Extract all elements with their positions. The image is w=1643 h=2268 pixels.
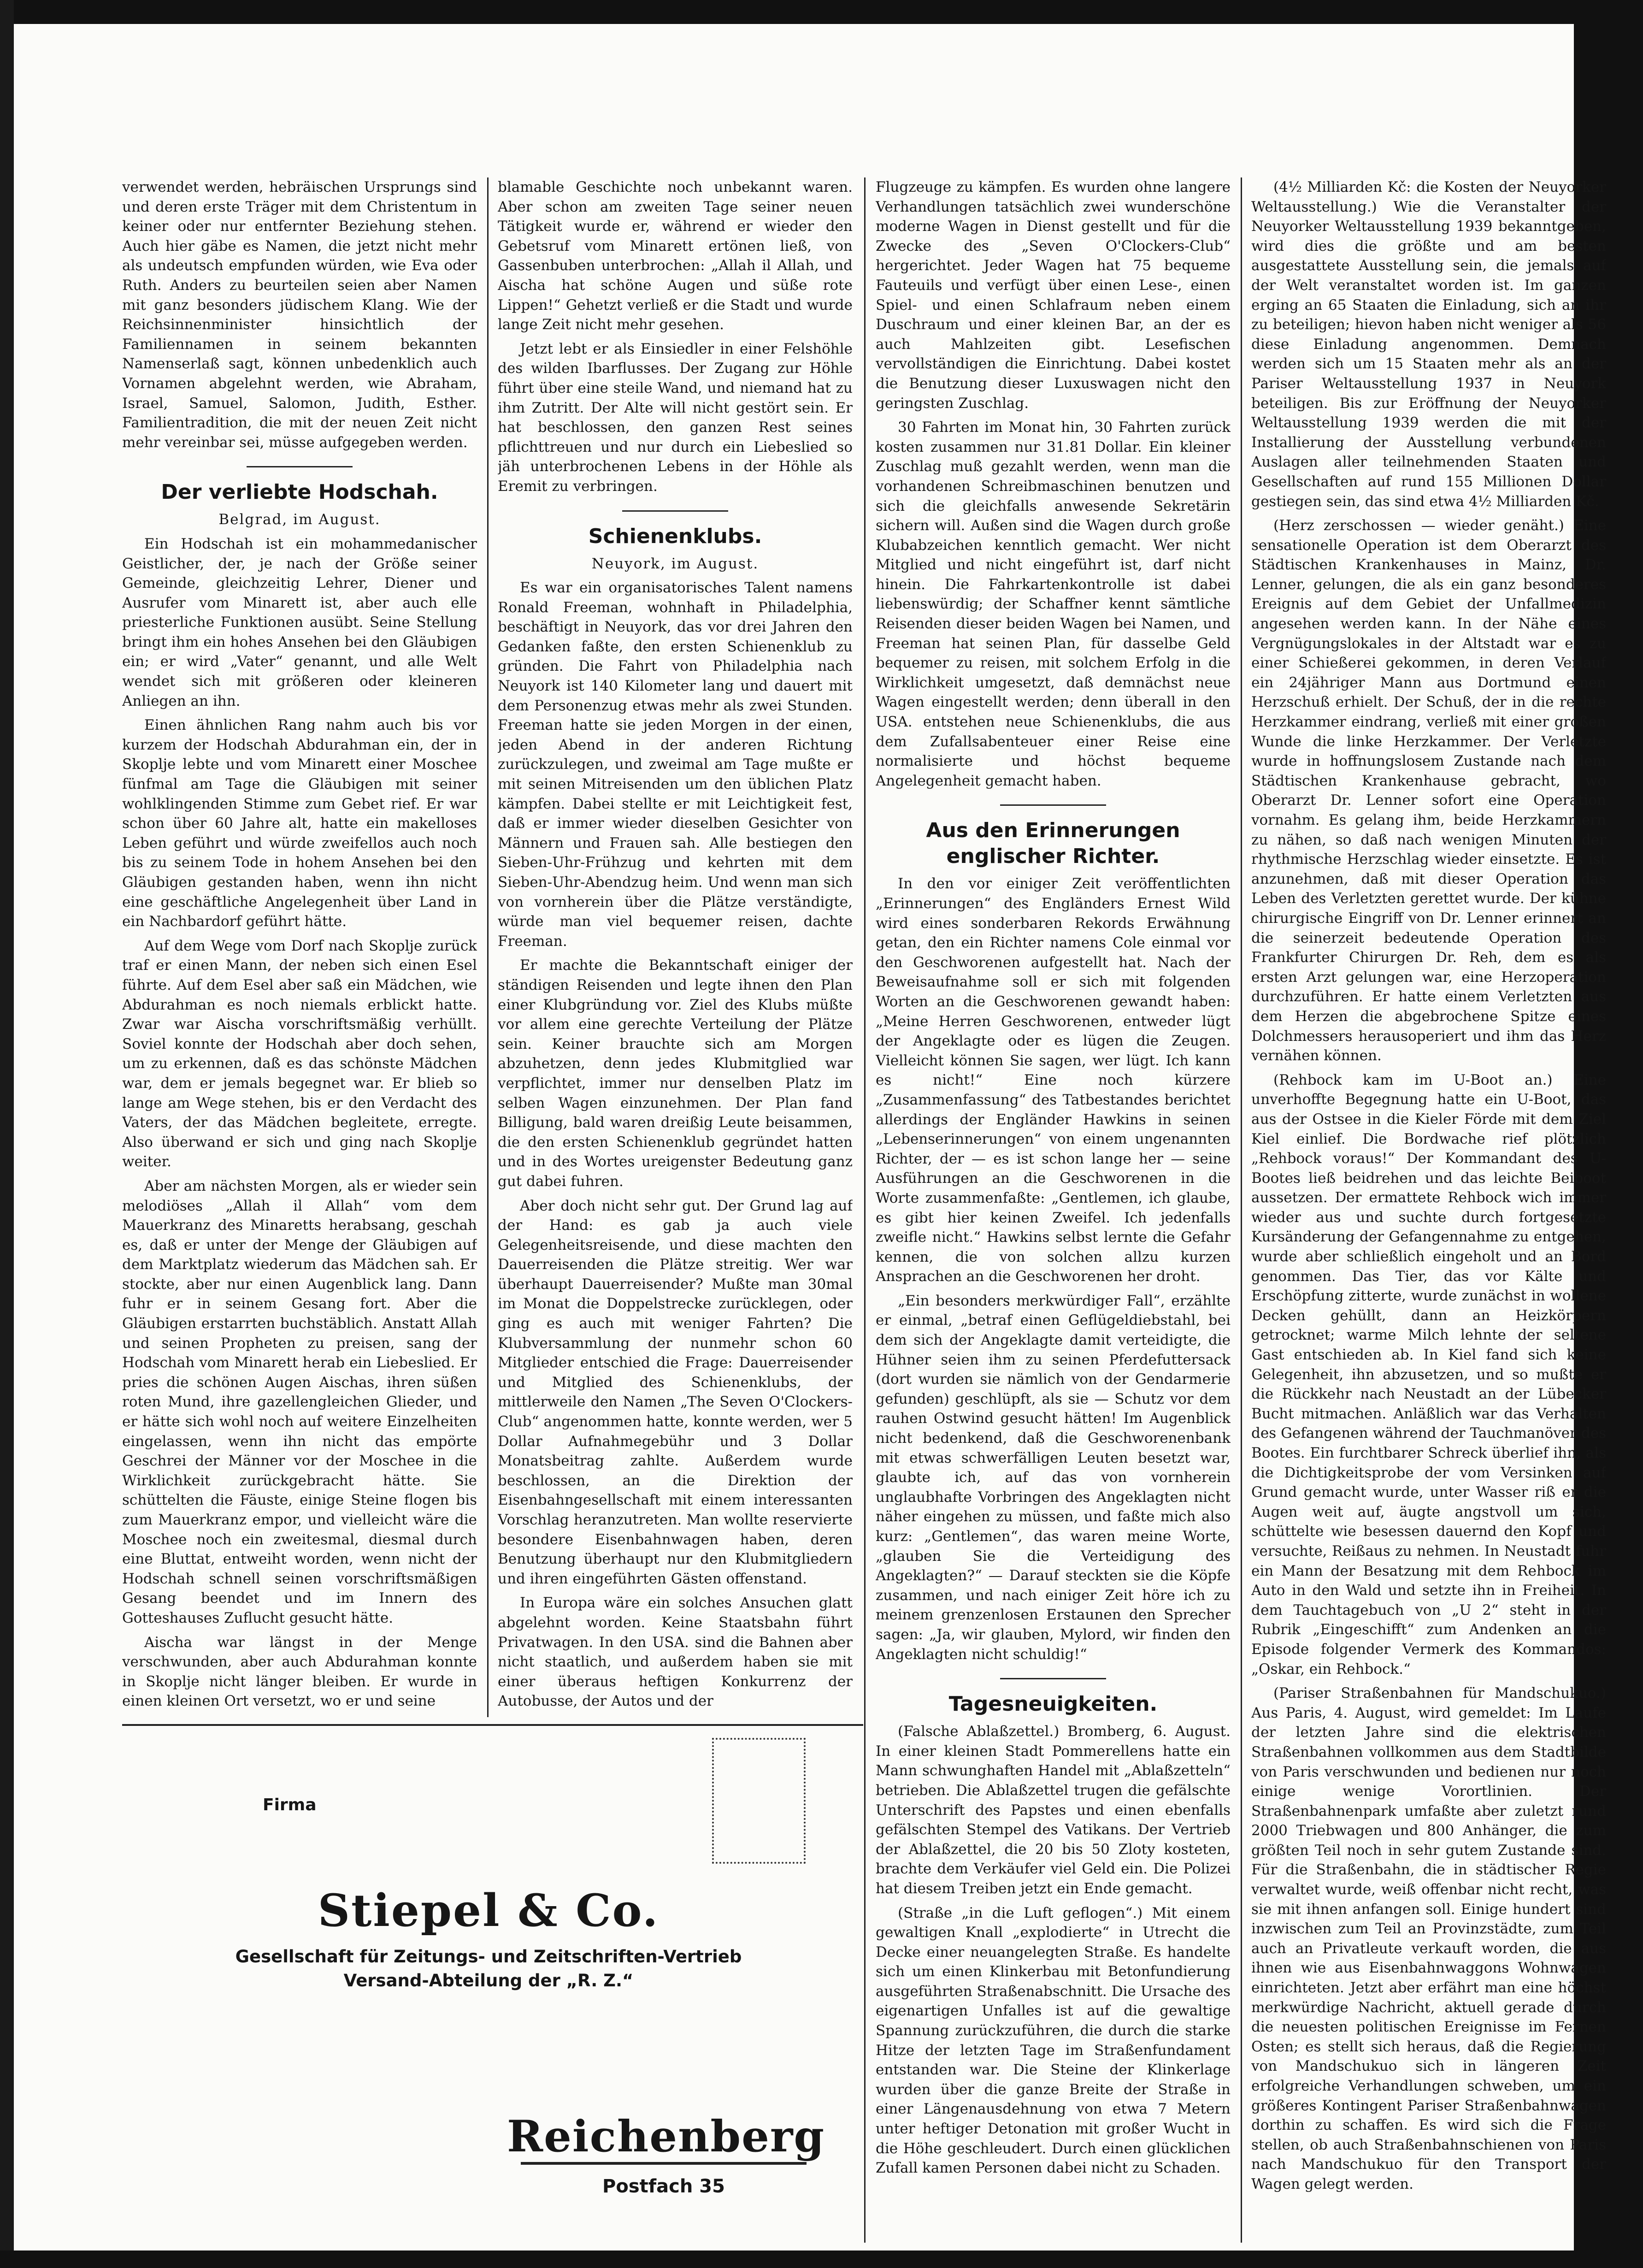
article-paragraph: blamable Geschichte noch unbekannt waren. Aber schon am zweiten Tage seiner neuen Tätigkeit wurde er, während er wieder den Gebetsruf vom Minarett ertönen ließ, von Gassenbuben unterbrochen: „Allah il Allah, und Aischa hat schöne Augen und süße rote Lippen!“ Gehetzt verließ er die Stadt und wurde lange Zeit nicht mehr gesehen. (498, 179, 853, 333)
article-paragraph: Er machte die Bekanntschaft einiger der ständigen Reisenden und legte ihnen den Plan einer Klubgründung vor. Ziel des Klubs müßte vor allem eine gerechte Verteilung der Plätze sein. Keiner brauchte sich am Morgen abzuhetzen, denn jedes Klubmitglied war verpflichtet, immer nur denselben Platz im selben Wagen einzunehmen. Der Plan fand Billigung, bald waren dreißig Leute beisammen, die den ersten Schienenklub gegründet hatten und in des Wortes ureigenster Bedeutung ganz gut dabei fuhren. (498, 957, 853, 1190)
ad-company-description: Gesellschaft für Zeitungs- und Zeitschriften-Vertrieb (235, 1947, 742, 1967)
news-item: (Herz zerschossen — wieder genäht.) Eine sensationelle Operation ist dem Oberarzt des Städtischen Krankenhauses in Mainz, Dr. Lenner, gelungen, die als ein ganz besonderes Ereignis auf dem Gebiet der Unfallmedizin angesehen werden kann. In der Nähe eines Vergnügungslokales in der Altstadt war es zu einer Schießerei gekommen, in deren Verlauf ein 24jähriger Mann aus Dortmund einen Herzschuß erhielt. Der Schuß, der in die rechte Herzkammer eindrang, verließ mit einer großen Wunde die linke Herzkammer. Der Verletzte wurde in hoffnungslosem Zustande nach dem Städtischen Krankenhause gebracht, wo Oberarzt Dr. Lenner sofort eine Operation vornahm. Es gelang ihm, beide Herzkammern zu nähen, so daß nach wenigen Minuten der rhythmische Herzschlag wieder einsetzte. Es ist anzunehmen, daß mit dieser Operation das Leben des Verletzten gerettet wurde. Der kühne chirurgische Eingriff von Dr. Lenner erinnert an die seinerzeit bedeutende Operation des Frankfurter Chirurgen Dr. Reh, dem es als ersten Arzt gelungen war, eine Herzoperation durchzuführen. Er hatte einem Verletzten aus dem Herzen die abgebrochene Spitze eines Dolchmessers herausoperiert und ihm das Herz vernähen können. (1251, 517, 1606, 1064)
news-item: (Pariser Straßenbahnen für Mandschukuo.) Aus Paris, 4. August, wird gemeldet: Im Laufe der letzten Jahre sind die elektrischen Straßenbahnen vollkommen aus dem Stadtbilde von Paris verschwunden und bedienen nur noch einige wenige Vorortlinien. Der Straßenbahnenpark umfaßte aber zuletzt rund 2000 Triebwagen und 800 Anhänger, die zum größten Teil noch in sehr gutem Zustande sind. Für die Straßenbahn, die in städtischer Regie verwaltet wurde, weiß offenbar nicht recht, was sie mit ihnen anfangen soll. Einige hundert sind inzwischen zum Teil an Provinzstädte, zum Teil auch an Privatleute verkauft worden, die aus ihnen wie aus Eisenbahnwaggons Wohnwagen einrichteten. Jetzt aber erfährt man eine höchst merkwürdige Nachricht, aktuell gerade durch die neuesten politischen Ereignisse im Fernen Osten; es stellt sich heraus, daß die Regierung von Mandschukuo sich in längeren Zeit erfolgreiche Verhandlungen schweben, um ein größeres Kontingent Pariser Straßenbahnwagen dorthin zu schaffen. Es wird sich die Frage stellen, ob auch Straßenbahnschienen von Paris nach Mandschukuo für den Transport der Wagen gelegt werden. (1251, 1685, 1606, 2192)
article-dateline: Neuyork, im August. (591, 555, 759, 572)
article-paragraph: Es war ein organisatorisches Talent namens Ronald Freeman, wohnhaft in Philadelphia, beschäftigt in Neuyork, das vor drei Jahren den Gedanken faßte, den ersten Schienenklub zu gründen. Die Fahrt von Philadelphia nach Neuyork ist 140 Kilometer lang und dauert mit dem Personenzug etwas mehr als zwei Stunden. Freeman hatte sie jeden Morgen in der einen, jeden Abend in der anderen Richtung zurückzulegen, und zweimal am Tage mußte er mit seinen Mitreisenden um den üblichen Platz kämpfen. Dabei stellte er mit Leichtigkeit fest, daß er immer wieder dieselben Gesichter von Männern und Frauen sah. Alle bestiegen den Sieben-Uhr-Frühzug und kehrten mit dem Sieben-Uhr-Abendzug heim. Und wenn man sich von vornherein über die Plätze verständigte, würde man viel bequemer reisen, dachte Freeman. (498, 579, 853, 950)
article-paragraph: In Europa wäre ein solches Ansuchen glatt abgelehnt worden. Keine Staatsbahn führt Privatwagen. In den USA. sind die Bahnen aber nicht staatlich, und außerdem haben sie mit einer überaus heftigen Konkurrenz der Autobusse, der Autos und der (498, 1595, 853, 1710)
column-2 (498, 177, 853, 1717)
article-paragraph: Einen ähnlichen Rang nahm auch bis vor kurzem der Hodschah Abdurahman ein, der in Skoplje lebte und vom Minarett einer Moschee fünfmal am Tage die Gläubigen mit seiner wohlklingenden Stimme zum Gebet rief. Er war schon über 60 Jahre alt, hatte ein makelloses Leben geführt und würde zweifellos auch noch bis zu seinem Tode in hohem Ansehen bei den Gläubigen gestanden haben, wenn ihn nicht eine geschäftliche Angelegenheit über Land in ein Nachbardorf geführt hätte. (122, 717, 477, 930)
scan-border-top (0, 0, 1643, 24)
article-separator (247, 466, 353, 467)
article-paragraph: Aber am nächsten Morgen, als er wieder sein melodiöses „Allah il Allah“ vom dem Mauerkranz des Minaretts herabsang, geschah es, daß er unter der Menge der Gläubigen auf dem Marktplatz wiederum das Mädchen sah. Er stockte, aber nur einen Augenblick lang. Dann fuhr er in seinem Gesang fort. Aber die Gläubigen erstarrten buchstäblich. Anstatt Allah und seinen Propheten zu preisen, sang der Hodschah vom Minarett herab ein Liebeslied. Er pries die schönen Augen Aischas, ihren süßen roten Mund, ihre gazellengleichen Glieder, und er hätte sich wohl noch auf weitere Einzelheiten eingelassen, wenn ihn nicht das empörte Geschrei der Männer vor der Moschee in die Wirklichkeit zurückgebracht hätte. Sie schüttelten die Fäuste, einige Steine flogen bis zum Mauerkranz empor, und vielleicht wäre die Moschee noch ein zweitesmal, diesmal durch eine Bluttat, entweiht worden, wenn nicht der Hodschah schnell seinen vorschriftsmäßigen Gesang beendet und im Innern des Gotteshauses Zuflucht gesucht hätte. (122, 1177, 477, 1626)
article-paragraph: Flugzeuge zu kämpfen. Es wurden ohne langere Verhandlungen tatsächlich zwei wunderschöne moderne Wagen in Dienst gestellt und für die Zwecke des „Seven O'Clockers-Club“ hergerichtet. Jeder Wagen hat 75 bequeme Fauteuils und verfügt über einen Lese-, einen Spiel- und einen Schlafraum neben einem Duschraum und einer kleinen Bar, an der es auch Mahlzeiten gibt. Lesefischen vervollständigen die Einrichtung. Dabei kostet die Benutzung dieser Luxuswagen nicht den geringsten Zuschlag. (876, 179, 1231, 412)
article-headline: Der verliebte Hodschah. (161, 480, 438, 504)
address-stamp-box (712, 1738, 806, 1864)
column-3 (876, 177, 1231, 2243)
ad-city: Reichenberg (507, 2111, 825, 2162)
article-headline: Aus den Erinnerungen englischer Richter. (926, 819, 1180, 868)
ad-company-name: Stiepel & Co. (318, 1884, 660, 1937)
ad-firma-label: Firma (263, 1796, 317, 1814)
section-headline: Tagesneuigkeiten. (948, 1692, 1158, 1716)
article-separator (1000, 804, 1106, 806)
ad-city-underline (521, 2162, 807, 2165)
ad-top-rule (122, 1724, 863, 1726)
scan-border-left (0, 0, 14, 2268)
article-paragraph: verwendet werden, hebräischen Ursprungs sind und deren erste Träger mit dem Christentum in keiner oder nur entfernter Beziehung stehen. Auch hier gäbe es Namen, die jetzt nicht mehr als undeutsch empfunden würden, wie Eva oder Ruth. Anders zu beurteilen seien aber Namen mit ganz besonders jüdischem Klang. Wie der Reichsinnenminister hinsichtlich der Familiennamen in seinem bekannten Namenserlaß sagt, können unbedenklich auch Vornamen abgelehnt werden, wie Abraham, Israel, Samuel, Salomon, Judith, Esther. Familientradition, die mit der neuen Zeit nicht mehr vereinbar sei, müsse aufgegeben werden. (122, 179, 477, 451)
ad-postbox: Postfach 35 (602, 2176, 725, 2197)
article-paragraph: Aber doch nicht sehr gut. Der Grund lag auf der Hand: es gab ja auch viele Gelegenheitsreisende, und diese machten den Dauerreisenden die Plätze streitig. Wer war überhaupt Dauerreisender? Mußte man 30mal im Monat die Doppelstrecke zurücklegen, oder ging es auch mit weniger Fahrten? Die Klubversammlung der nunmehr schon 60 Mitglieder entschied die Frage: Dauerreisender und Mitglied des Schienenklubs, der mittlerweile den Namen „The Seven O'Clockers-Club“ angenommen hatte, konnte werden, wer 5 Dollar Aufnahmegebühr und 3 Dollar Monatsbeitrag zahlte. Außerdem wurde beschlossen, an die Direktion der Eisenbahngesellschaft mit einem interessanten Vorschlag heranzutreten. Man wollte reservierte besondere Eisenbahnwagen haben, deren Benutzung überhaupt nur den Klubmitgliedern und ihren eingeführten Gästen offenstand. (498, 1197, 853, 1587)
scan-border-bottom (0, 2250, 1643, 2268)
article-paragraph: Auf dem Wege vom Dorf nach Skoplje zurück traf er einen Mann, der neben sich einen Esel führte. Auf dem Esel aber saß ein Mädchen, wie Abdurahman es noch niemals erblickt hatte. Zwar war Aischa vorschriftsmäßig verhüllt. Soviel konnte der Hodschah aber doch sehen, um zu erkennen, daß es das schönste Mädchen war, dem er jemals begegnet war. Er blieb so lange am Wege stehen, bis er den Verdacht des Vaters, der das Mädchen begleitete, erregte. Also überwand er sich und ging nach Skoplje weiter. (122, 937, 477, 1170)
article-headline: Schienenklubs. (588, 524, 762, 548)
article-dateline: Belgrad, im August. (218, 511, 381, 528)
article-paragraph: „Ein besonders merkwürdiger Fall“, erzählte er einmal, „betraf einen Geflügeldiebstahl, bei dem sich der Angeklagte damit verteidigte, die Hühner seien ihm zu seinen Pferdefuttersack (dort wurden sie nämlich von der Gendarmerie gefunden) geschlüpft, als sie — Schutz vor dem rauhen Ostwind gesucht hätten! Im Augenblick nicht bedenkend, daß die Geschworenenbank mit etwas schwerfälligen Leuten besetzt war, glaubte ich, auf das von vornherein unglaubhafte Vorbringen des Angeklagten nicht näher eingehen zu müssen, und faßte mich also kurz: „Gentlemen“, das waren meine Worte, „glauben Sie die Verteidigung des Angeklagten?“ — Darauf steckten sie die Köpfe zusammen, und nach einiger Zeit höre ich zu meinem grenzenlosen Erstaunen den Sprecher sagen: „Ja, wir glauben, Mylord, wir finden den Angeklagten nicht schuldig!“ (876, 1292, 1231, 1663)
article-paragraph: In den vor einiger Zeit veröffentlichten „Erinnerungen“ des Engländers Ernest Wild wird eines sonderbaren Rekords Erwähnung getan, den ein Richter namens Cole einmal vor den Geschworenen aufgestellt hat. Nach der Beweisaufnahme soll er sich mit folgenden Worten an die Geschworenen gewandt haben: „Meine Herren Geschworenen, entweder lügt der Angeklagte oder es lügen die Zeugen. Vielleicht können Sie sagen, wer lügt. Ich kann es nicht!“ Eine noch kürzere „Zusammenfassung“ des Tatbestandes berichtet allerdings der Engländer Hawkins in seinen „Lebenserinnerungen“ von einem ungenannten Richter, der — es ist schon lange her — seine Ausführungen an die Geschworenen in die Worte zusammenfaßte: „Gentlemen, ich glaube, es gibt hier keinen Zweifel. Ich jedenfalls zweifle nicht.“ Hawkins selbst lernte die Gefahr kennen, die von solchen allzu kurzen Ansprachen an die Geschworenen her droht. (876, 875, 1231, 1285)
column-rule (1241, 177, 1242, 2243)
news-item: (Straße „in die Luft geflogen“.) Mit einem gewaltigen Knall „explodierte“ in Utrecht die Decke einer neuangelegten Straße. Es handelte sich um einen Klinkerbau mit Betonfundierung ausgeführten Straßenabschnitt. Die Ursache des eigenartigen Unfalles ist auf die gewaltige Spannung zurückzuführen, die durch die starke Hitze der letzten Tage im Straßenfundament entstanden war. Die Steine der Klinkerlage wurden über die ganze Breite der Straße in einer Längenausdehnung von etwa 7 Metern unter heftiger Detonation mit großer Wucht in die Höhe geschleudert. Durch einen glücklichen Zufall kamen Personen dabei nicht zu Schaden. (876, 1904, 1231, 2177)
article-separator (1000, 1678, 1106, 1679)
column-1 (122, 177, 477, 1717)
news-item: (Falsche Ablaßzettel.) Bromberg, 6. August. In einer kleinen Stadt Pommerellens hatte ein Mann schwunghaften Handel mit „Ablaßzetteln“ betrieben. Die Ablaßzettel trugen die gefälschte Unterschrift des Papstes und einen ebenfalls gefälschten Stempel des Vatikans. Der Vertrieb der Ablaßzettel, die 20 bis 50 Zloty kosteten, brachte dem Verkäufer viel Geld ein. Die Polizei hat diesem Treiben jetzt ein Ende gemacht. (876, 1723, 1231, 1897)
article-paragraph: Aischa war längst in der Menge verschwunden, aber auch Abdurahman konnte in Skoplje nicht länger bleiben. Er wurde in einen kleinen Ort versetzt, wo er und seine (122, 1634, 477, 1710)
article-paragraph: Ein Hodschah ist ein mohammedanischer Geistlicher, der, je nach der Größe seiner Gemeinde, gleichzeitig Lehrer, Diener und Ausrufer vom Minarett ist, aber auch elle priesterliche Funktionen ausübt. Seine Stellung bringt ihm ein hohes Ansehen bei den Gläubigen ein; er wird „Vater“ genannt, und alle Welt wendet sich mit größeren oder kleineren Anliegen an ihn. (122, 535, 477, 709)
news-item: (Rehbock kam im U-Boot an.) Eine unverhoffte Begegnung hatte ein U-Boot, das aus der Ostsee in die Kieler Förde mit dem Ziel Kiel einlief. Die Bordwache rief plötzlich „Rehbock voraus!“ Der Kommandant des U-Bootes ließ beidrehen und das leichte Beiboot aussetzen. Der ermattete Rehbock wich immer wieder aus und suchte durch fortgesetzte Kursänderung der Gefangennahme zu entgehen, wurde aber schließlich eingeholt und an Bord genommen. Das Tier, das vor Kälte und Erschöpfung zitterte, wurde zunächst in wollene Decken gehüllt, dann an Heizkörpern getrocknet; warme Milch lehnte der seltene Gast entschieden ab. In Kiel fand sich keine Gelegenheit, ihn abzusetzen, und so mußte er die Rückkehr nach Neustadt an der Lübecker Bucht mitmachen. Anläßlich war das Verhalten des Gefangenen während der Tauchmanöver des Bootes. Ein furchtbarer Schreck überlief ihn, als die Dichtigkeitsprobe der vom Versinken auf Grund gemacht wurde, unter Wasser riß er die Augen weit auf, äugte angstvoll um sich, schüttelte wie besessen dauernd den Kopf und versuchte, Reißaus zu nehmen. In Neustadt fuhr ein Mann der Besatzung mit dem Rehbock im Auto in den Wald und setzte ihn in Freiheit. In dem Tauchtagebuch von „U 2“ steht in der Rubrik „Eingeschifft“ zum Andenken an die Episode folgender Vermerk des Kommandos: „Oskar, ein Rehbock.“ (1251, 1071, 1606, 1677)
ad-department: Versand-Abteilung der „R. Z.“ (343, 1971, 634, 1990)
news-item: (4½ Milliarden Kč: die Kosten der Neuyorker Weltausstellung.) Wie die Veranstalter der Neuyorker Weltausstellung 1939 bekanntgeben, wird dies die größte und am besten ausgestattete Ausstellung sein, die jemals auf der Welt veranstaltet worden ist. Im ganzen erging an 65 Staaten die Einladung, sich an ihr zu beteiligen; hievon haben nicht weniger als 56 diese Einladung angenommen. Demnach werden sich um 15 Staaten mehr als an der Pariser Weltausstellung 1937 in Neuyork beteiligen. Bis zur Eröffnung der Neuyorker Weltausstellung 1939 werden die mit der Installierung der Ausstellung verbundenen Auslagen aller teilnehmenden Staaten und Gesellschaften auf rund 155 Millionen Dollar gestiegen sein, das sind etwa 4½ Milliarden Kč. (1251, 179, 1606, 510)
column-rule (487, 177, 489, 1717)
column-4 (1251, 177, 1606, 2243)
column-rule (864, 177, 866, 2243)
article-paragraph: 30 Fahrten im Monat hin, 30 Fahrten zurück kosten zusammen nur 31.81 Dollar. Ein kleiner Zuschlag muß gezahlt werden, wenn man die vorhandenen Schreibmaschinen benutzen und sich die gleichfalls anwesende Sekretärin sichern will. Außen sind die Wagen durch große Klubabzeichen kenntlich gemacht. Wer nicht Mitglied und nicht eingeführt ist, darf nicht hinein. Die Fahrkartenkontrolle ist dabei liebenswürdig; der Schaffner kennt sämtliche Reisenden dieser beiden Wagen bei Namen, und Freeman hat seinen Plan, für dasselbe Geld bequemer zu reisen, mit solchem Erfolg in die Wirklichkeit umgesetzt, daß demnächst neue Wagen eingestellt werden; denn überall in den USA. entstehen neue Schienenklubs, die aus dem Zufallsabenteuer einer Reise eine normalisierte und höchst bequeme Angelegenheit gemacht haben. (876, 419, 1231, 789)
article-separator (622, 510, 728, 512)
article-paragraph: Jetzt lebt er als Einsiedler in einer Felshöhle des wilden Ibarflusses. Der Zugang zur Höhle führt über eine steile Wand, und niemand hat zu ihm Zutritt. Der Alte will nicht gestört sein. Er hat beschlossen, den ganzen Rest seines pflichttreuen und nur durch ein Liebeslied so jäh unterbrochenen Lebens in der Höhle als Eremit zu verbringen. (498, 340, 853, 495)
